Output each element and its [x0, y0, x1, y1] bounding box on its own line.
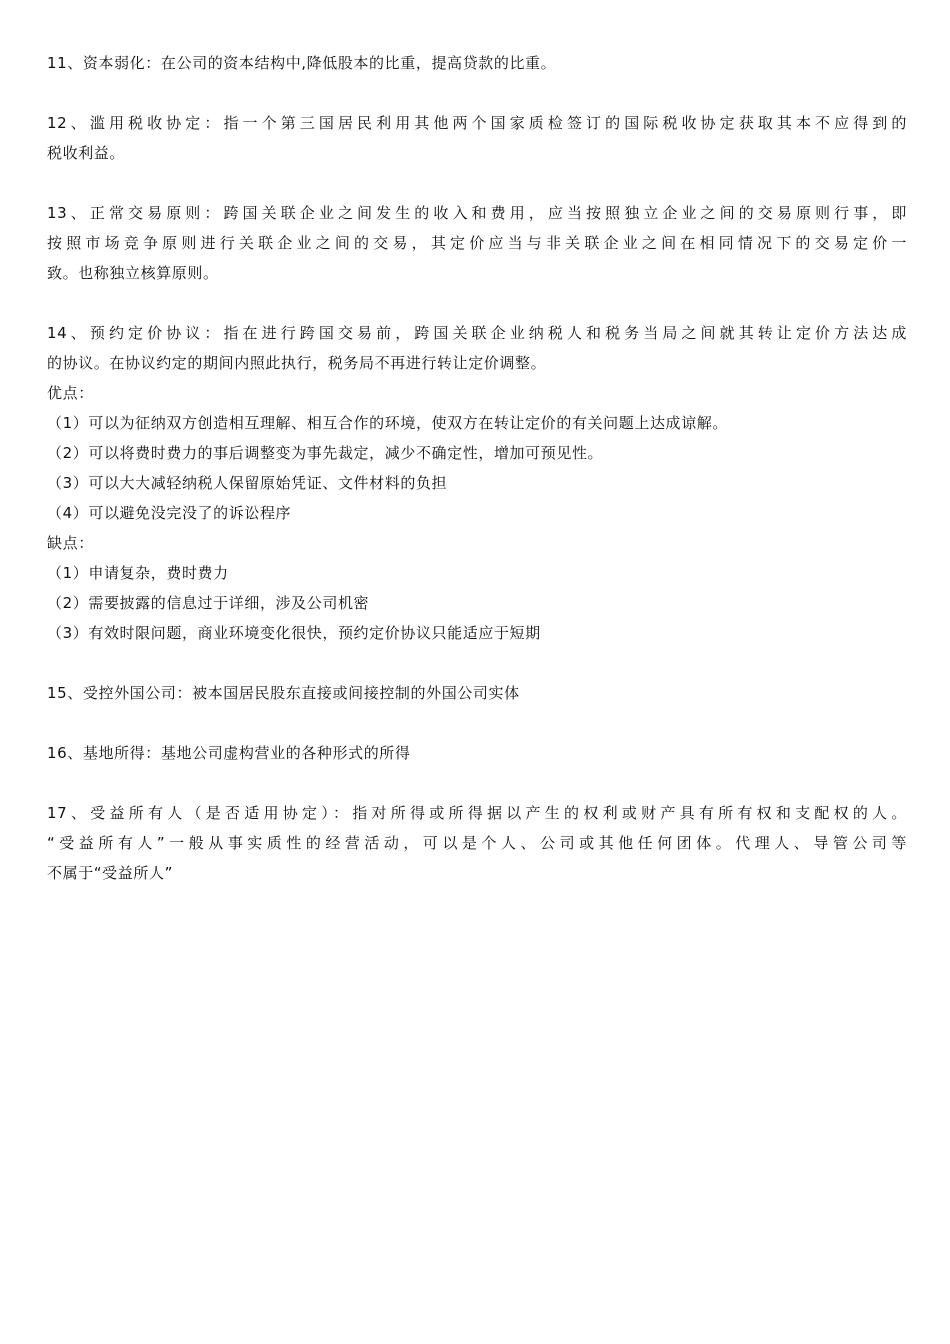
entry-line: 12、滥用税收协定：指一个第三国居民利用其他两个国家质检签订的国际税收协定获取其本不应得到的 — [47, 114, 907, 132]
advantage-item: （3）可以大大减轻纳税人保留原始凭证、文件材料的负担 — [47, 474, 448, 492]
entry-12-treaty-abuse — [47, 108, 907, 168]
entry-line: 15、受控外国公司：被本国居民股东直接或间接控制的外国公司实体 — [47, 684, 520, 702]
entry-17-beneficial-owner — [47, 798, 907, 888]
entry-line: 的协议。在协议约定的期间内照此执行，税务局不再进行转让定价调整。 — [47, 354, 547, 372]
entry-line: 11、资本弱化：在公司的资本结构中,降低股本的比重，提高贷款的比重。 — [47, 54, 557, 72]
disadvantage-item: （3）有效时限问题，商业环境变化很快，预约定价协议只能适应于短期 — [47, 624, 541, 642]
entry-line: 14、预约定价协议：指在进行跨国交易前，跨国关联企业纳税人和税务当局之间就其转让定价方法达成 — [47, 324, 907, 342]
disadvantage-item: （2）需要披露的信息过于详细，涉及公司机密 — [47, 594, 370, 612]
advantage-item: （4）可以避免没完没了的诉讼程序 — [47, 504, 292, 522]
entry-line: 税收利益。 — [47, 144, 126, 162]
advantages-heading: 优点： — [47, 384, 94, 402]
entry-line: 致。也称独立核算原则。 — [47, 264, 219, 282]
disadvantages-heading: 缺点： — [47, 534, 94, 552]
entry-line: 13、正常交易原则：跨国关联企业之间发生的收入和费用，应当按照独立企业之间的交易原则行事，即 — [47, 204, 907, 222]
document-page — [47, 48, 907, 888]
entry-14-advance-pricing-agreement — [47, 318, 907, 648]
entry-13-arms-length-principle — [47, 198, 907, 288]
entry-11-thin-capitalization — [47, 48, 907, 78]
entry-line: “受益所有人”一般从事实质性的经营活动，可以是个人、公司或其他任何团体。代理人、导管公司等 — [47, 834, 907, 852]
entry-line: 不属于“受益所人” — [47, 864, 173, 882]
entry-line: 17、受益所有人（是否适用协定）：指对所得或所得据以产生的权利或财产具有所有权和支配权的人。 — [47, 804, 907, 822]
advantage-item: （1）可以为征纳双方创造相互理解、相互合作的环境，使双方在转让定价的有关问题上达成谅解。 — [47, 414, 728, 432]
entry-16-base-income — [47, 738, 907, 768]
advantage-item: （2）可以将费时费力的事后调整变为事先裁定，减少不确定性，增加可预见性。 — [47, 444, 604, 462]
disadvantage-item: （1）申请复杂，费时费力 — [47, 564, 229, 582]
entry-15-controlled-foreign-company — [47, 678, 907, 708]
entry-line: 16、基地所得：基地公司虚构营业的各种形式的所得 — [47, 744, 411, 762]
entry-line: 按照市场竞争原则进行关联企业之间的交易，其定价应当与非关联企业之间在相同情况下的交易定价一 — [47, 234, 907, 252]
